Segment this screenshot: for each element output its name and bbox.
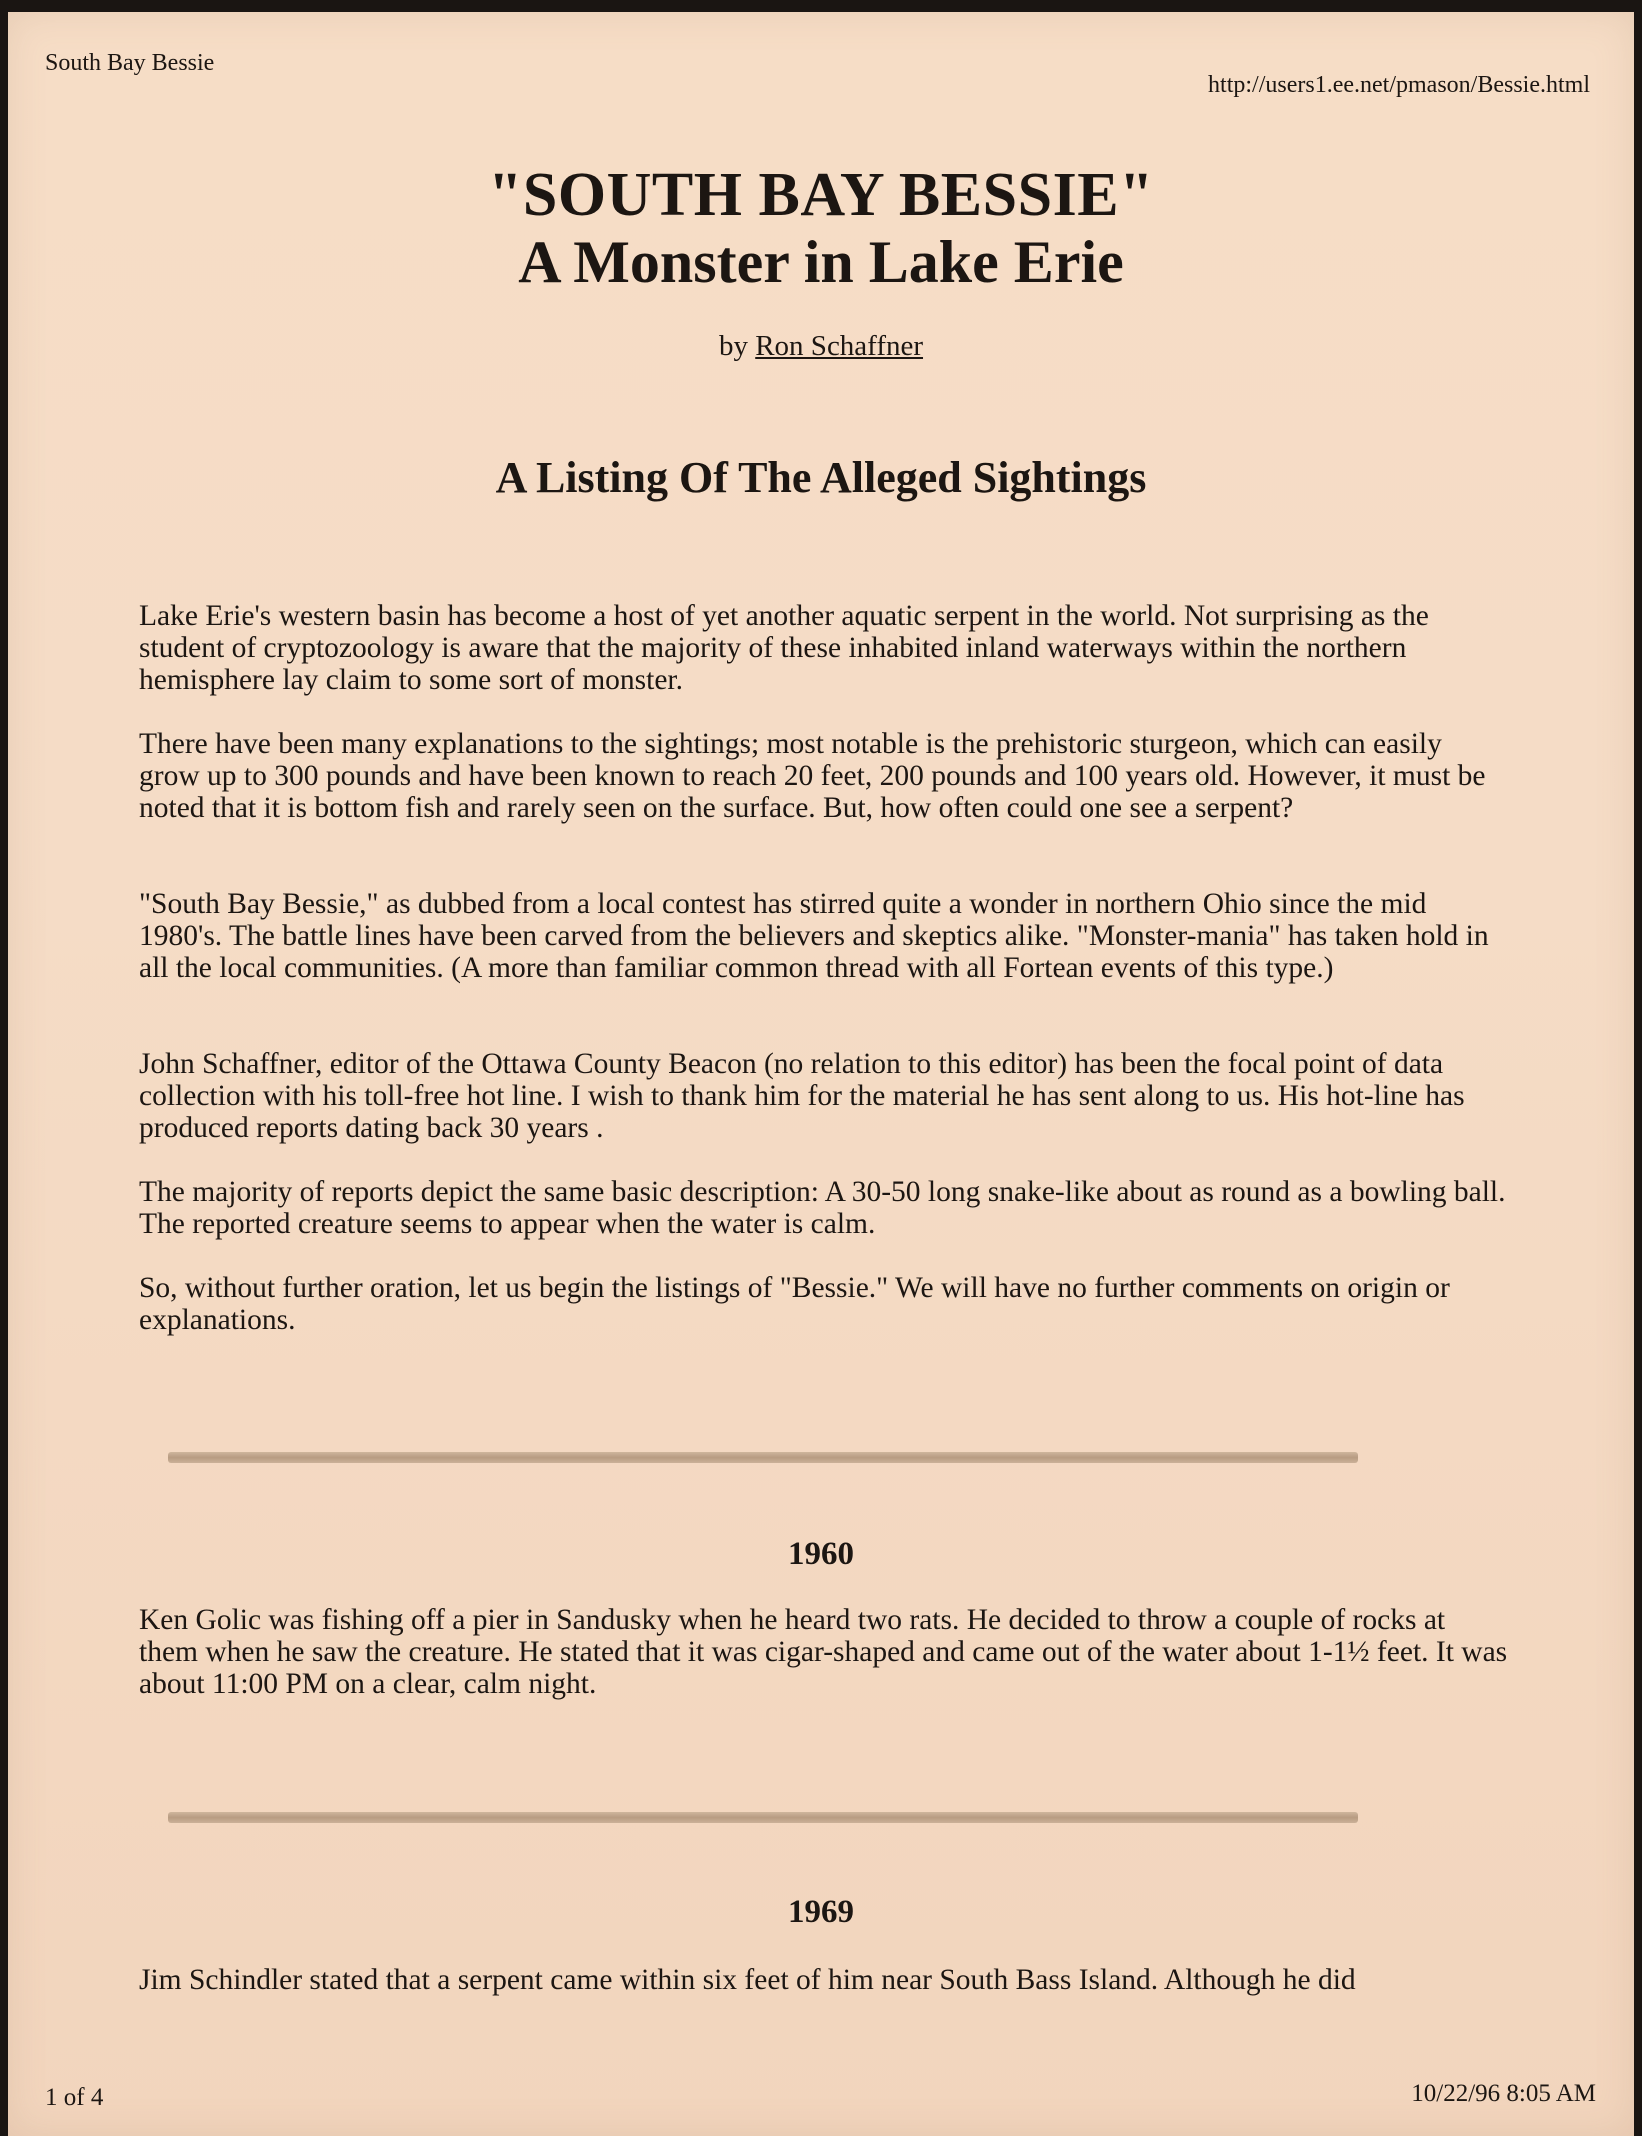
intro-paragraph: Lake Erie's western basin has become a host of yet another aquatic serpent in the world. Not surprising as the student of cryptozoology is aware that the majority of these inhabited inland waterways within the northern hemisphere lay claim to some sort of monster. [139,600,1429,696]
intro-paragraph: The majority of reports depict the same basic description: A 30-50 long snake-like about as round as a bowling ball. The reported creature seems to appear when the water is calm. [139,1176,1506,1240]
byline [8,330,1634,363]
header-url: http://users1.ee.net/pmason/Bessie.html [1208,72,1590,98]
byline-prefix: by [718,330,756,362]
intro-paragraph: John Schaffner, editor of the Ottawa County Beacon (no relation to this editor) has been the focal point of data collection with his toll-free hot line. I wish to thank him for the material he has sent along to us. His hot-line has produced reports dating back 30 years . [139,1048,1465,1144]
sighting-year: 1969 [788,1894,854,1930]
horizontal-rule [168,1452,1358,1463]
print-timestamp: 10/22/96 8:05 AM [1411,2080,1596,2107]
section-heading: A Listing Of The Alleged Sightings [495,453,1147,502]
sighting-text: Jim Schindler stated that a serpent came within six feet of him near South Bass Island. Although he did [139,1964,1356,1996]
horizontal-rule [168,1812,1358,1823]
printed-page [8,12,1634,2136]
intro-paragraph: There have been many explanations to the sightings; most notable is the prehistoric sturgeon, which can easily grow up to 300 pounds and have been known to reach 20 feet, 200 pounds and 100 years old. However, it must be noted that it is bottom fish and rarely seen on the surface. But, how often could one see a serpent? [139,728,1486,824]
intro-paragraph: So, without further oration, let us begin the listings of "Bessie." We will have no further comments on origin or explanations. [139,1272,1450,1336]
header-page-title: South Bay Bessie [45,50,215,76]
main-title: "SOUTH BAY BESSIE" [488,161,1154,229]
sighting-text: Ken Golic was fishing off a pier in Sandusky when he heard two rats. He decided to throw a couple of rocks at them when he saw the creature. He stated that it was cigar-shaped and came out of the water about 1-1½ feet. It was about 11:00 PM on a clear, calm night. [139,1604,1508,1700]
intro-paragraph: "South Bay Bessie," as dubbed from a local contest has stirred quite a wonder in northern Ohio since the mid 1980's. The battle lines have been carved from the believers and skeptics alike. "Monster-mania" has taken hold in all the local communities. (A more than familiar common thread with all Fortean events of this type.) [139,888,1489,984]
main-subtitle: A Monster in Lake Erie [518,229,1124,295]
sighting-year: 1960 [788,1536,854,1572]
author-link[interactable]: Ron Schaffner [755,330,924,362]
page-number: 1 of 4 [45,2084,104,2111]
